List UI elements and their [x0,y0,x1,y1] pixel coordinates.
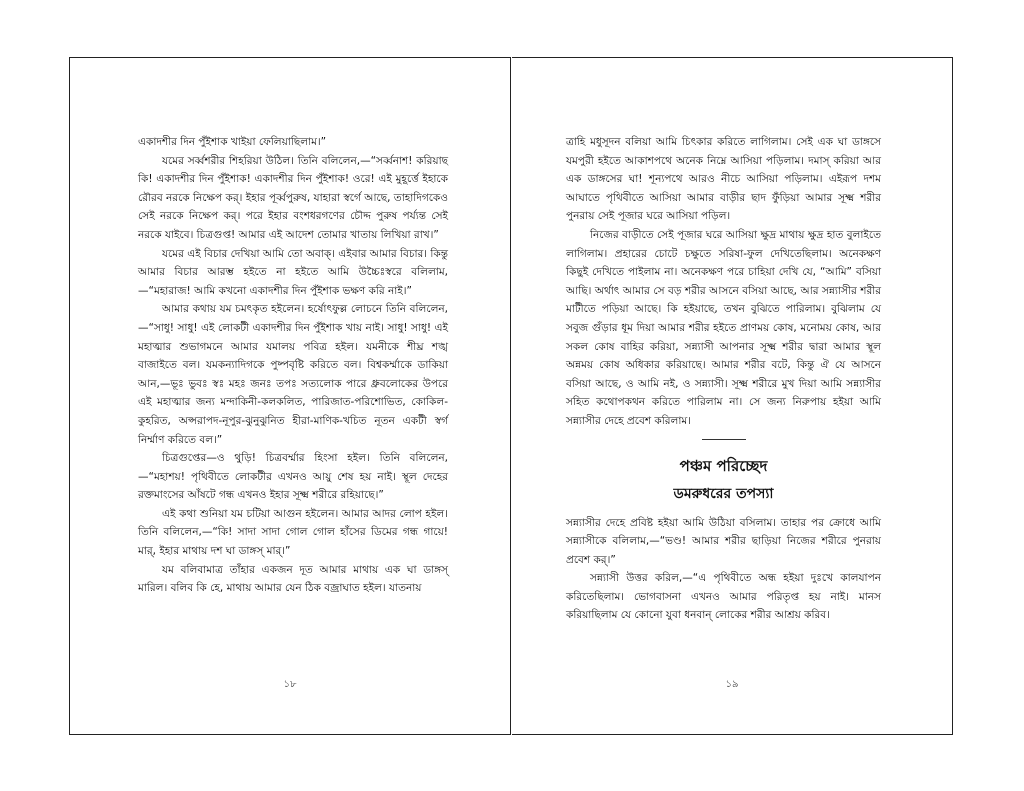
paragraph: নিজের বাড়ীতে সেই পূজার ঘরে আসিয়া ক্ষুদ্র মাথায় ক্ষুদ্র হাত বুলাইতে লাগিলাম। প্রহারের চোটে চক্ষুতে সরিষা-ফুল দেখিতেছিলাম। অনেকক্ষণ কিছুই দেখিতে পাইলাম না। অনেকক্ষণ পরে চাহিয়া দেখি যে, “আমি” বসিয়া আছি। অর্থাৎ আমার সে বড় শরীর আসনে বসিয়া আছে, আর সন্ন্যাসীর শরীর মাটীতে পড়িয়া আছে। কি হইয়াছে, তখন বুঝিতে পারিলাম। বুঝিলাম যে সবুজ গুঁড়ার ধূম দিয়া আমার শরীর হইতে প্রাণময় কোষ, মনোময় কোষ, আর সকল কোষ বাহির করিয়া, সন্ন্যাসী আপনার সূক্ষ্ম শরীর দ্বারা আমার স্থূল অন্নময় কোষ অধিকার করিয়াছে। আমার শরীর বটে, কিন্তু ঐ যে আসনে বসিয়া আছে, ও আমি নই, ও সন্ন্যাসী। সূক্ষ্ম শরীরে মুখ দিয়া আমি সন্ন্যাসীর সহিত কথোপকথন করিতে পারিলাম না। সে জন্য নিরুপায় হইয়া আমি সন্ন্যাসীর দেহে প্রবেশ করিলাম। [566,228,881,427]
right-page-text [566,133,881,625]
paragraph: একাদশীর দিন পুঁইশাক খাইয়া ফেলিয়াছিলাম।” [138,136,327,148]
section-divider [702,439,746,440]
paragraph: সন্ন্যাসী উত্তর করিল,—“এ পৃথিবীতে অন্ধ হইয়া দুঃখে কালযাপন করিতেছিলাম। ভোগবাসনা এখনও আমার পরিতৃপ্ত হয় নাই। মানস করিয়াছিলাম যে কোনো যুবা ধনবান্ লোকের শরীর আশ্রয় করিব। [566,572,881,622]
page-number-left: ১৮ [283,679,297,690]
right-page [512,57,953,735]
paragraph: আমার কথায় যম চমৎকৃত হইলেন। হর্ষোৎফুল্ল লোচনে তিনি বলিলেন,—“সাধু! সাধু! এই লোকটী একাদশীর দিন পুঁইশাক খায় নাই। সাধু! সাধু! এই মহাত্মার শুভাগমনে আমার যমালয় পবিত্র হইল। যমনীকে শীঘ্র শঙ্খ বাজাইতে বল। যমকন্যাদিগকে পুষ্পবৃষ্টি করিতে বল। বিশ্বকর্ম্মাকে ডাকিয়া আন,—ভূঃ ভুবঃ স্বঃ মহঃ জনঃ তপঃ সত্যলোক পারে ধ্রুবলোকের উপরে এই মহাত্মার জন্য মন্দাকিনী-কলকলিত, পারিজাত-পরিশোভিত, কোকিল-কুহরিত, অপ্সরাপদ-নূপুর-ঝুনুঝুনিত হীরা-মাণিক-খচিত নূতন একটী স্বর্গ নির্ম্মাণ করিতে বল।” [138,303,448,446]
paragraph: যম বলিবামাত্র তাঁহার একজন দূত আমার মাথায় এক ঘা ডাঙ্গস্ মারিল। বলিব কি হে, মাথায় আমার যেন ঠিক বজ্রাঘাত হইল। যাতনায় [138,563,448,595]
paragraph: চিত্রগুপ্তের—ও থুড়ি! চিত্রবর্ম্মার হিংসা হইল। তিনি বলিলেন,—“মহাশয়! পৃথিবীতে লোকটীর এখনও আয়ু শেষ হয় নাই। স্থূল দেহের রক্তমাংসের আঁষটে গন্ধ এখনও ইহার সূক্ষ্ম শরীরে রহিয়াছে।” [138,452,448,502]
paragraph: যমের সর্ব্বশরীর শিহরিয়া উঠিল। তিনি বলিলেন,—“সর্ব্বনাশ! করিয়াছ কি! একাদশীর দিন পুঁইশাক! একাদশীর দিন পুঁইশাক! ওরে! এই মুহূর্ত্তে ইহাকে রৌরব নরকে নিক্ষেপ কর্। ইহার পূর্ব্বপুরুষ, যাহারা স্বর্গে আছে, তাহাদিগকেও সেই নরকে নিক্ষেপ কর্। পরে ইহার বংশধরগণের চৌদ্দ পুরুষ পর্য্যন্ত সেই নরকে যাইবে। চিত্রগুপ্ত! আমার এই আদেশ তোমার খাতায় লিখিয়া রাখ।” [138,154,448,241]
paragraph: যমের এই বিচার দেখিয়া আমি তো অবাক্। এইবার আমার বিচার। কিন্তু আমার বিচার আরম্ভ হইতে না হইতে আমি উচ্চৈঃস্বরে বলিলাম,—“মহারাজ! আমি কখনো একাদশীর দিন পুঁইশাক ভক্ষণ করি নাই।” [138,247,448,297]
chapter-subtitle: ডমরুধরের তপস্যা [673,485,774,502]
paragraph: সন্ন্যাসীর দেহে প্রবিষ্ট হইয়া আমি উঠিয়া বসিলাম। তাহার পর ক্রোধে আমি সন্ন্যাসীকে বলিলাম,—“ভণ্ড! আমার শরীর ছাড়িয়া নিজের শরীরে পুনরায় প্রবেশ কর্।” [566,516,881,566]
chapter-title: পঞ্চম পরিচ্ছেদ [679,456,768,475]
left-page-text [138,133,448,598]
left-page [69,57,511,735]
page-number-right: ১৯ [725,679,739,690]
paragraph: এই কথা শুনিয়া যম চটিয়া আগুন হইলেন। আমার আদর লোপ হইল। তিনি বলিলেন,—“কি! সাদা সাদা গোল গোল হাঁসের ডিমের গন্ধ গায়ে! মার্, ইহার মাথায় দশ ঘা ডাঙ্গস্ মার্।” [138,507,448,558]
paragraph: ত্রাহি মধুসূদন বলিয়া আমি চিৎকার করিতে লাগিলাম। সেই এক ঘা ডাঙ্গসে যমপুরী হইতে আকাশপথে অনেক নিম্নে আসিয়া পড়িলাম। দমাস্ করিয়া আর এক ডাঙ্গসের ঘা! শূন্যপথে আরও নীচে আসিয়া পড়িলাম। এইরূপ দশম আঘাতে পৃথিবীতে আসিয়া আমার বাড়ীর ছাদ ফুঁড়িয়া আমার সূক্ষ্ম শরীর পুনরায় সেই পূজার ঘরে আসিয়া পড়িল। [566,136,881,223]
